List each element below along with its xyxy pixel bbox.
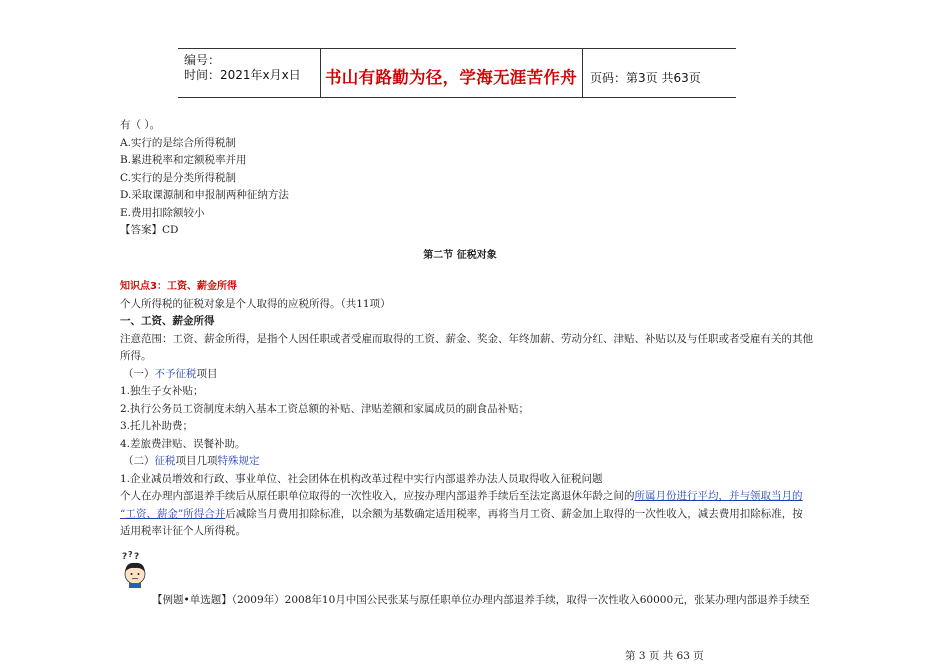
option-a: A.实行的是综合所得税制 — [120, 136, 236, 149]
header-time: 时间：2021年x月x日 — [184, 68, 301, 82]
retirement-rule-line2 — [120, 506, 803, 524]
scope-note-line2: 所得。 — [120, 350, 152, 362]
answer: 【答案】CD — [120, 224, 179, 236]
retirement-rule-title: 1.企业减员增效和行政、事业单位、社会团体在机构改革过程中实行内部退养办法人员取得收入征税问题 — [120, 472, 603, 485]
monthly-average-link[interactable]: 所属月份进行平均，并与领取当月的 — [634, 490, 803, 502]
intro-text: 个人所得税的征税对象是个人取得的应税所得。（共11项） — [120, 297, 391, 310]
document-body — [120, 117, 813, 541]
exempt-item-1: 1.独生子女补贴； — [120, 385, 204, 397]
retirement-rule-line1 — [120, 488, 803, 506]
taxation-link[interactable]: 征税 — [154, 455, 176, 467]
exempt-item-4: 4.差旅费津贴、误餐补助。 — [120, 437, 246, 450]
thinking-boy-icon — [120, 550, 150, 588]
section-title: 第二节 征税对象 — [423, 249, 497, 261]
exempt-item-3: 3.托儿补助费； — [120, 420, 194, 432]
option-e: E.费用扣除额较小 — [120, 206, 205, 219]
option-d: D.采取课源制和申报制两种征纳方法 — [120, 189, 289, 201]
option-b: B.累进税率和定额税率并用 — [120, 154, 247, 166]
scope-note-line1: 注意范围：工资、薪金所得，是指个人因任职或者受雇而取得的工资、薪金、奖金、年终加薪、劳动分红、津贴、补贴以及与任职或者受雇有关的其他 — [120, 332, 813, 345]
document-header — [178, 48, 736, 98]
example-question: 【例题•单选题】（2009年）2008年10月中国公民张某与原任职单位办理内部退养手续，取得一次性收入60000元，张某办理内部退养手续至 — [152, 594, 810, 606]
subheading-middle: 项目几项 — [175, 455, 218, 467]
question-stem: 有（ ）。 — [120, 119, 161, 131]
subheading-special — [120, 453, 800, 471]
svg-text:?: ? — [122, 552, 128, 562]
svg-text:?: ? — [134, 552, 140, 562]
subheading-exempt — [120, 366, 800, 384]
header-motto: 书山有路勤为径，学海无涯苦作舟 — [325, 68, 577, 87]
option-c: C.实行的是分类所得税制 — [120, 171, 236, 184]
subheading-suffix: 项目 — [196, 367, 218, 380]
special-rules-link[interactable]: 特殊规定 — [217, 455, 260, 467]
exempt-item-2: 2.执行公务员工资制度未纳入基本工资总额的补贴、津贴差额和家属成员的副食品补贴； — [120, 402, 530, 415]
header-divider — [582, 49, 583, 97]
subheading-number: （一） — [123, 367, 155, 380]
exempt-link[interactable]: 不予征税 — [154, 367, 197, 380]
wage-merge-link[interactable]: “工资、薪金”所得合并 — [120, 507, 226, 520]
header-number: 编号： — [184, 53, 221, 67]
page-footer: 第 3 页 共 63 页 — [625, 650, 704, 662]
rule-text: 个人在办理内部退养手续后从原任职单位取得的一次性收入，应按办理内部退养手续后至法定离退休年龄之间的 — [120, 490, 635, 502]
heading-wages: 一、工资、薪金所得 — [120, 315, 215, 327]
subheading-number: （二） — [123, 455, 155, 467]
header-page-info: 页码：第3页 共63页 — [590, 71, 701, 85]
svg-text:?: ? — [128, 550, 133, 559]
rule-text: 后减除当月费用扣除标准，以余额为基数确定适用税率，再将当月工资、薪金加上取得的一次性收入，减去费用扣除标准，按 — [225, 507, 803, 520]
header-meta — [184, 53, 301, 83]
retirement-rule-line3: 适用税率计征个人所得税。 — [120, 525, 246, 537]
knowledge-point-title: 知识点3：工资、薪金所得 — [120, 281, 237, 292]
